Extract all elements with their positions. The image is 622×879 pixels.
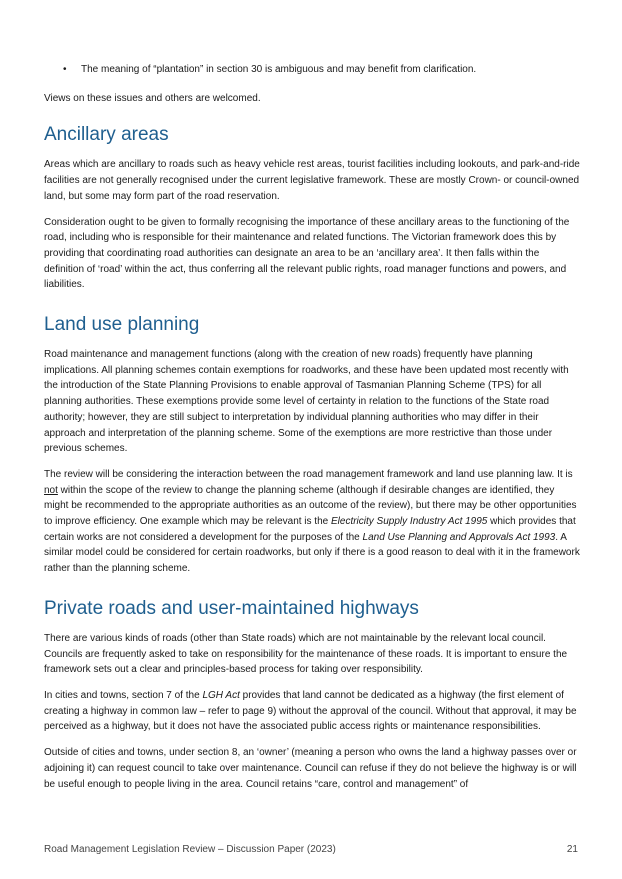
- land-use-heading: Land use planning: [44, 314, 200, 336]
- private-roads-paragraph-2: [44, 688, 580, 735]
- bullet-dot-icon: •: [63, 64, 67, 75]
- ancillary-paragraph-2: Consideration ought to be given to formally recognising the importance of these ancillary areas to the functioning of the road, including who is responsible for their maintenance and related functions. The Victorian framework does this by providing that coordinating road authorities can designate an area to be an ‘ancillary area’. It then falls within the definition of ‘road’ within the act, thus conferring all the relevant public rights, road manager functions and powers, and liabilities.: [44, 216, 570, 291]
- bullet-text: The meaning of “plantation” in section 30 is ambiguous and may benefit from clarification.: [81, 64, 477, 75]
- ancillary-paragraph-1: Areas which are ancillary to roads such as heavy vehicle rest areas, tourist facilities including lookouts, and park-and-ride facilities are not generally recognised under the current legislative framework. These are mostly Crown- or council-owned land, but some may form part of the road reservation.: [44, 159, 580, 202]
- land-use-p2-text-c: which provides that certain works are not considered a development for the purposes of the: [44, 516, 576, 543]
- planning-act-title: Land Use Planning and Approvals Act 1993: [362, 531, 556, 543]
- page-number: 21: [566, 844, 578, 855]
- private-p2-text-b: provides that land cannot be dedicated as a highway (the first element of creating a highway in common law – refer to page 9) without the approval of the council. Without that approval, it may be perceived as a highway, but it does not have the associated public access rights or maintenance responsibilities.: [44, 689, 577, 733]
- land-use-paragraph-2: [44, 467, 580, 577]
- private-roads-paragraph-3: Outside of cities and towns, under section 8, an ‘owner’ (meaning a person who owns the land a highway passes over or adjoining it) can request council to take over maintenance. Council can refuse if they do not believe the highway is or will be useful enough to people living in the area. Council retains “care, control and management” of: [44, 747, 577, 790]
- private-roads-paragraph-1: There are various kinds of roads (other than State roads) which are not maintainable by the relevant local council. Councils are frequently asked to take on responsibility for the maintenance of these roads. It is important to ensure the framework sets out a clear and principles-based process for taking over responsibility.: [44, 632, 568, 676]
- lgh-act-title: LGH Act: [202, 689, 240, 701]
- bullet-item: [44, 62, 580, 78]
- land-use-paragraph-1: Road maintenance and management functions (along with the creation of new roads) frequently have planning implications. All planning schemes contain exemptions for roadworks, and these have been updated most recently with the introduction of the State Planning Provisions to enable approval of Tasmanian Planning Scheme (TPS) for all planning authorities. These exemptions provide some level of certainty in relation to the functions of the State road authority; however, they are still subject to interpretation by individual planning authorities who may differ in their approach and interpretation of the planning scheme. Some of the exemptions are more restrictive than those under previous schemes.: [44, 349, 569, 455]
- land-use-p2-text-b: within the scope of the review to change the planning scheme (although if desirable changes are identified, they might be recommended to the appropriate authorities as an outcome of the review), but there may be other opportunities to improve efficiency. One example which may be relevant is the: [44, 484, 577, 528]
- page-content: [44, 62, 580, 802]
- land-use-p2-text-d: . A similar model could be considered for certain roadworks, but only if there is a good reason to deal with it in the framework rather than the planning scheme.: [44, 531, 580, 575]
- private-p2-text-a: In cities and towns, section 7 of the: [44, 689, 203, 701]
- private-roads-heading: Private roads and user-maintained highways: [44, 597, 419, 619]
- page-footer: [44, 844, 578, 855]
- ancillary-heading: Ancillary areas: [44, 124, 169, 146]
- electricity-act-title: Electricity Supply Industry Act 1995: [331, 516, 488, 528]
- land-use-p2-text-a: The review will be considering the interaction between the road management framework and land use planning law. It is: [44, 468, 573, 480]
- views-paragraph: Views on these issues and others are welcomed.: [44, 92, 261, 104]
- not-emphasis: not: [44, 484, 58, 496]
- footer-title: Road Management Legislation Review – Discussion Paper (2023): [44, 844, 336, 855]
